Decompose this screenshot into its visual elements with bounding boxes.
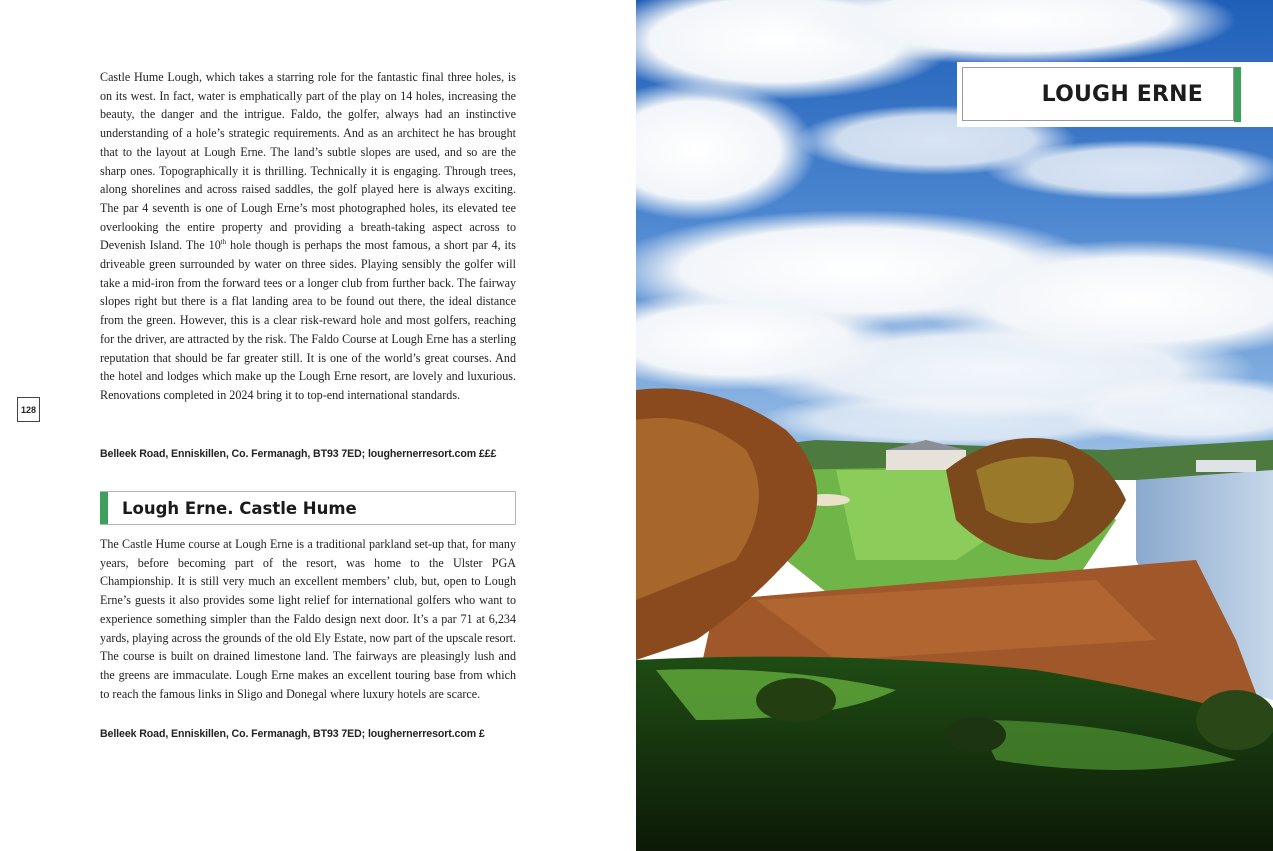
paragraph-text-part-2: hole though is perhaps the most famous, a short par 4, its driveable green surrounded by water on three sides. Playing sensibly the golfer will take a mid-iron from the forward tees or a longer club from further back. The fairway slopes right but there is a flat landing area to be found out there, the ideal distance from the green. However, this is a clear risk-reward hole and most golfers, reaching for the driver, are attracted by the risk. The Faldo Course at Lough Erne has a sterling reputation that should be far greater still. It is one of the world’s great courses. And the hotel and lodges which make up the Lough Erne resort, are lovely and luxurious. Renovations completed in 2024 bring it to top-end international standards. xyxy=(100,238,516,402)
photo-title-frame xyxy=(962,67,1234,121)
castle-hume-address: Belleek Road, Enniskillen, Co. Fermanagh, BT93 7ED; loughernerresort.com £ xyxy=(100,728,485,740)
castle-hume-paragraph: The Castle Hume course at Lough Erne is a traditional parkland set-up that, for many years, before becoming part of the resort, was home to the Ulster PGA Championship. It is still very much an excellent members’ club, but, open to Lough Erne’s guests it also provides some light relief for international golfers who want to experience something simpler than the Faldo design next door. It’s a par 71 at 6,234 yards, playing across the grounds of the old Ely Estate, now part of the upscale resort. The course is built on drained limestone land. The fairways are pleasingly lush and the greens are immaculate. Lough Erne makes an excellent touring base from which to reach the famous links in Sligo and Donegal where luxury hotels are scarce. xyxy=(100,537,516,701)
page-number: 128 xyxy=(17,397,40,422)
heading-accent-bar xyxy=(100,492,108,524)
title-accent-bar xyxy=(1234,67,1241,122)
photo-title-box xyxy=(957,62,1273,127)
golf-course-photo xyxy=(636,0,1273,851)
photo-title: LOUGH ERNE xyxy=(1041,81,1203,107)
left-page xyxy=(0,0,636,851)
main-article-address: Belleek Road, Enniskillen, Co. Fermanagh, BT93 7ED; loughernerresort.com £££ xyxy=(100,448,497,460)
main-article-paragraph xyxy=(100,68,516,405)
paragraph-text-part-1: Castle Hume Lough, which takes a starring role for the fantastic final three holes, is on its west. In fact, water is emphatically part of the play on 14 holes, increasing the beauty, the danger and the intrigue. Faldo, the golfer, always had an instinctive understanding of a hole’s strategic requirements. And as an architect he has brought that to the layout at Lough Erne. The land’s subtle slopes are used, and so are the sharp ones. Topographically it is thrilling. Technically it is engaging. Through trees, along shorelines and across raised saddles, the golf played here is always exciting. The par 4 seventh is one of Lough Erne’s most photographed holes, its elevated tee overlooking the entire property and providing a breath-taking aspect across to Devenish Island. The 10 xyxy=(100,70,516,253)
castle-hume-heading-box xyxy=(100,491,516,525)
castle-hume-heading: Lough Erne. Castle Hume xyxy=(122,498,357,518)
ordinal-suffix: th xyxy=(220,238,227,247)
